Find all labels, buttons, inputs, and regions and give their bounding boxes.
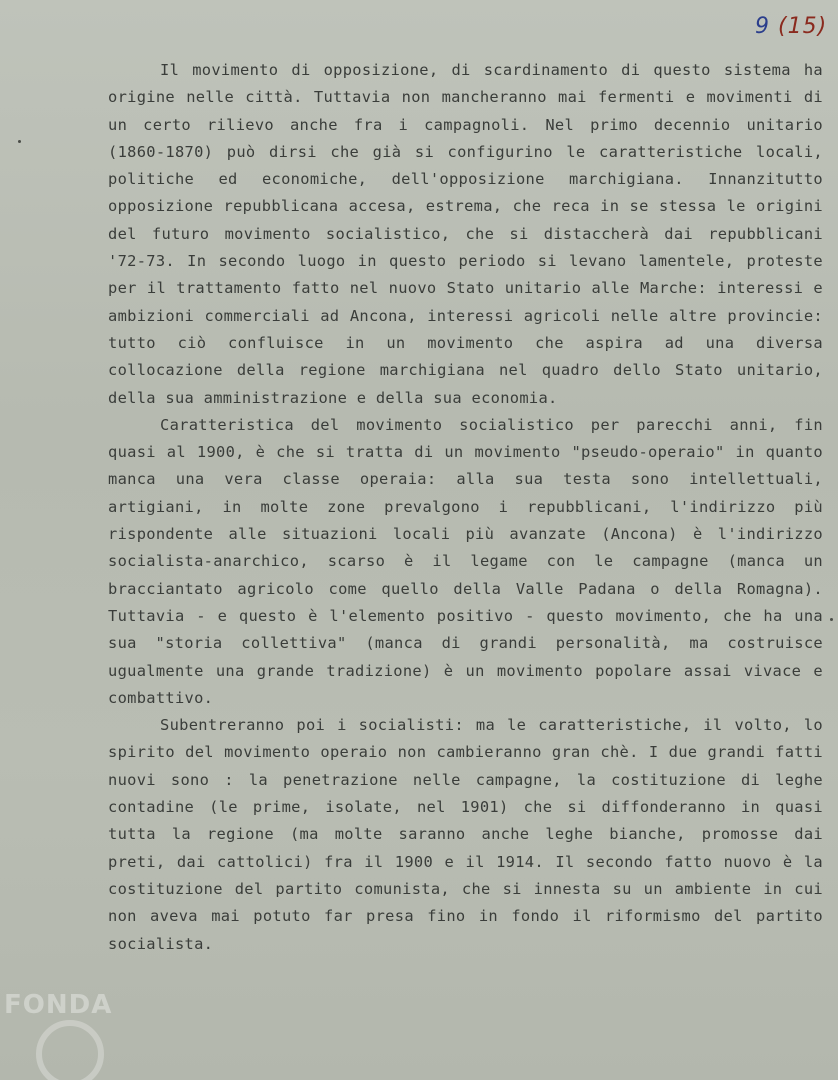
page-number-secondary: (15): [778, 14, 828, 39]
paragraph-3: Subentreranno poi i socialisti: ma le caratteristiche, il volto, lo spirito del movimento operaio non cambieranno gran chè. I due grandi fatti nuovi sono : la penetrazione nelle campagne, la costituzione di leghe contadine (le prime, isolate, nel 1901) che si diffonderanno in quasi tutta la regione (ma molte saranno anche leghe bianche, promosse dai preti, dai cattolici) fra il 1900 e il 1914. Il secondo fatto nuovo è la costituzione del partito comunista, che si innesta su un ambiente in cui non aveva mai potuto far presa fino in fondo il riformismo del partito socialista.: [108, 716, 823, 953]
paper-speck: [830, 618, 833, 621]
paragraph-2: Caratteristica del movimento socialistico per parecchi anni, fin quasi al 1900, è che si tratta di un movimento "pseudo-operaio" in quanto manca una vera classe operaia: alla sua testa sono intellettuali, artigiani, in molte zone prevalgono i repubblicani, l'indirizzo più rispondente alle situazioni locali più avanzate (Ancona) è l'indirizzo socialista-anarchico, scarso è il legame con le campagne (manca un bracciantato agricolo come quello della Valle Padana o della Romagna). Tuttavia - e questo è l'elemento positivo - questo movimento, che ha una sua "storia collettiva" (manca di grandi personalità, ma costruisce ugualmente una grande tradizione) è un movimento popolare assai vivace e combattivo.: [108, 415, 823, 707]
page-number: [755, 14, 827, 39]
page-number-primary: 9: [755, 14, 770, 39]
watermark-logo: [36, 1020, 104, 1080]
paper-speck: [18, 140, 21, 143]
paragraph-1: Il movimento di opposizione, di scardinamento di questo sistema ha origine nelle città. Tuttavia non mancheranno mai fermenti e movimenti di un certo rilievo anche fra i campagnoli. Nel primo decennio unitario (1860-1870) può dirsi che già si configurino le caratteristiche locali, politiche ed economiche, dell'opposizione marchigiana. Innanzitutto opposizione repubblicana accesa, estrema, che reca in se stessa le origini del futuro movimento socialistico, che si distaccherà dai repubblicani '72-73. In secondo luogo in questo periodo si levano lamentele, proteste per il trattamento fatto nel nuovo Stato unitario alle Marche: interessi e ambizioni commerciali ad Ancona, interessi agricoli nelle altre provincie: tutto ciò confluisce in un movimento che aspira ad una diversa collocazione della regione marchigiana nel quadro dello Stato unitario, della sua amministrazione e della sua economia.: [108, 61, 823, 407]
typed-text-body: [108, 57, 823, 958]
watermark-text: FONDA: [4, 990, 113, 1020]
